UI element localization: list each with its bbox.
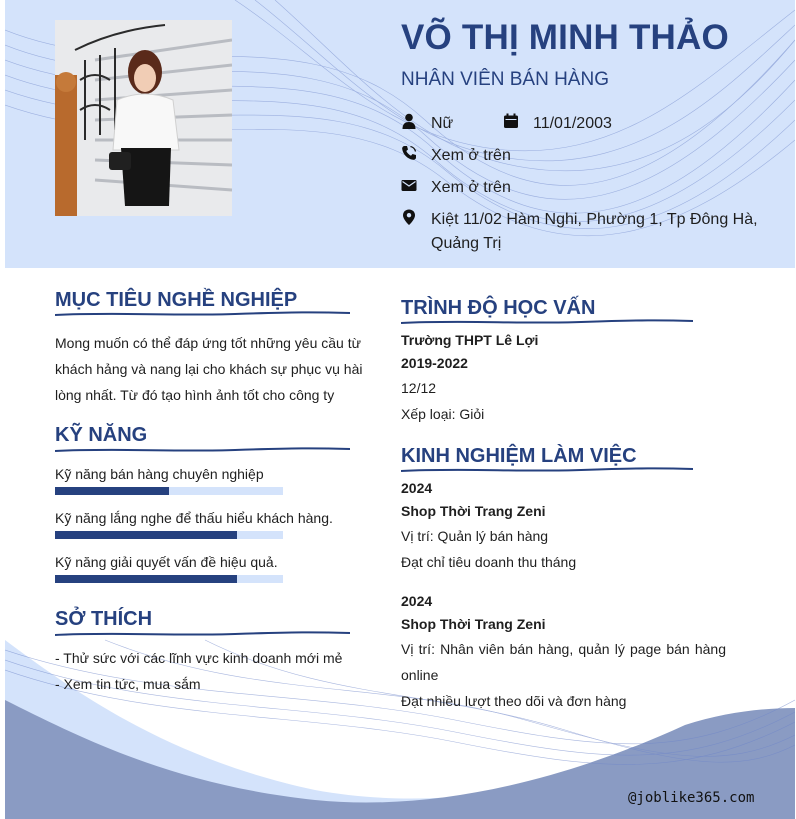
education-underline [401, 319, 693, 325]
experience-position-cont: online [401, 667, 439, 683]
skill-fill [55, 575, 237, 583]
full-name: VÕ THỊ MINH THẢO [401, 18, 729, 57]
objective-line: khách hảng và nang lại cho khách sự phục vụ hài [55, 361, 363, 377]
profile-photo [55, 20, 232, 216]
objective-underline [55, 311, 350, 317]
person-icon [401, 113, 417, 129]
address-row [401, 208, 761, 256]
objective-line: lòng nhất. Từ đó tạo hình ảnh tốt cho công ty [55, 387, 335, 403]
phone-row [401, 144, 511, 168]
objective-title: MỤC TIÊU NGHỀ NGHIỆP [55, 289, 298, 311]
skill-label: Kỹ năng lắng nghe để thấu hiểu khách hàng. [55, 510, 333, 526]
education-grade: 12/12 [401, 380, 437, 396]
birthday-row [503, 112, 612, 136]
envelope-icon [401, 177, 417, 193]
address-value: Kiệt 11/02 Hàm Nghi, Phường 1, Tp Đông Hà, Quảng Trị [431, 211, 758, 252]
job-title: NHÂN VIÊN BÁN HÀNG [401, 69, 609, 90]
experience-year: 2024 [401, 593, 433, 609]
experience-company: Shop Thời Trang Zeni [401, 616, 546, 632]
skills-underline [55, 447, 350, 453]
hobbies-underline [55, 631, 350, 637]
skill-bar [55, 531, 283, 539]
skill-fill [55, 531, 237, 539]
hobby-item: - Thử sức với các lĩnh vực kinh doanh mới mẻ [55, 650, 343, 666]
email-row [401, 176, 511, 200]
calendar-icon [503, 113, 519, 129]
resume-page [5, 0, 795, 819]
skill-bar [55, 575, 283, 583]
experience-year: 2024 [401, 480, 433, 496]
objective-line: Mong muốn có thể đáp ứng tốt những yêu cầu từ [55, 335, 361, 351]
footer-brand: @joblike365.com [628, 790, 755, 806]
map-pin-icon [401, 209, 417, 225]
skill-fill [55, 487, 169, 495]
skills-title: KỸ NĂNG [55, 424, 148, 446]
skill-label: Kỹ năng bán hàng chuyên nghiệp [55, 466, 264, 482]
experience-company: Shop Thời Trang Zeni [401, 503, 546, 519]
education-years: 2019-2022 [401, 355, 468, 371]
phone-icon [401, 145, 417, 161]
email-value: Xem ở trên [431, 179, 511, 196]
hobbies-title: SỞ THÍCH [55, 608, 153, 630]
hobby-item: - Xem tin tức, mua sắm [55, 676, 201, 692]
education-school: Trường THPT Lê Lợi [401, 332, 539, 348]
experience-title: KINH NGHIỆM LÀM VIỆC [401, 445, 637, 467]
objective-text [55, 330, 375, 408]
experience-desc: Đạt chỉ tiêu doanh thu tháng [401, 554, 577, 570]
experience-underline [401, 467, 693, 473]
education-rank: Xếp loại: Giỏi [401, 406, 485, 422]
gender-row [401, 112, 453, 136]
skill-label: Kỹ năng giải quyết vấn đề hiệu quả. [55, 554, 278, 570]
experience-desc: Đạt nhiều lượt theo dõi và đơn hàng [401, 693, 627, 709]
experience-position: Vị trí: Nhân viên bán hàng, quản lý page bán hàng [401, 641, 726, 657]
experience-position: Vị trí: Quản lý bán hàng [401, 528, 549, 544]
education-title: TRÌNH ĐỘ HỌC VẤN [401, 297, 596, 319]
gender-value: Nữ [431, 115, 454, 132]
phone-value: Xem ở trên [431, 147, 511, 164]
skill-bar [55, 487, 283, 495]
birthday-value: 11/01/2003 [533, 115, 612, 132]
